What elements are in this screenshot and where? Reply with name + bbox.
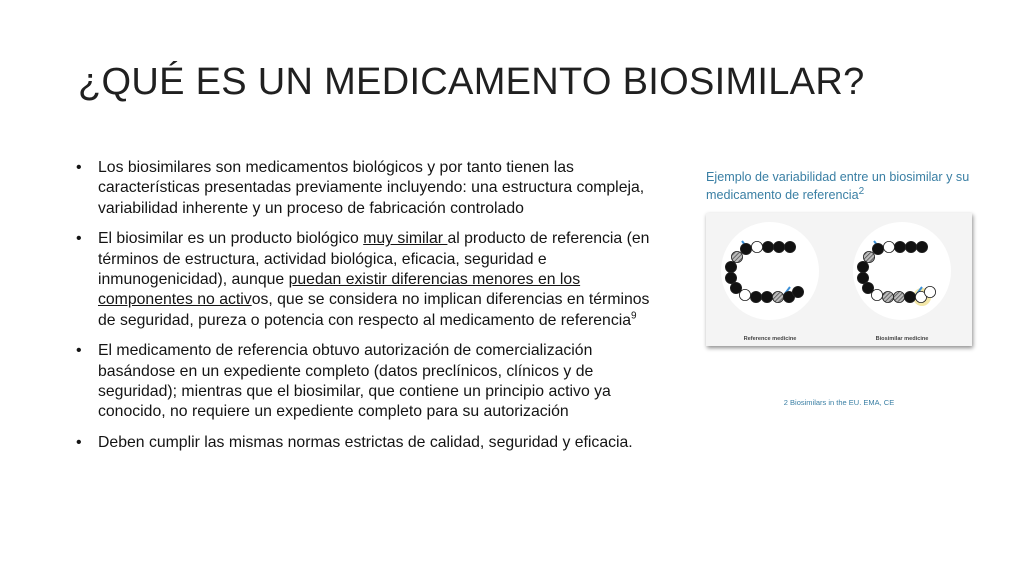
molecule-bead (857, 261, 868, 272)
molecule-bead (773, 241, 784, 252)
molecule-bead (871, 289, 882, 300)
molecule-bead (772, 291, 783, 302)
molecule-bead (904, 291, 915, 302)
molecule-bead (725, 272, 736, 283)
bullet-item (76, 433, 666, 453)
bullet-text: Los biosimilares son medicamentos biológicos y por tanto tienen las características presentadas previamente incluyendo: una estructura compleja, variabilidad inherente y un proceso de fabricación controlado (98, 159, 645, 217)
molecule-bead (883, 241, 894, 252)
molecule-comparison-figure (706, 213, 972, 346)
reference-note: 2 Biosimilars in the EU. EMA, CE (783, 398, 895, 407)
bullet-item (76, 229, 666, 331)
molecule-bead (872, 243, 883, 254)
footnote-ref: 9 (631, 310, 637, 322)
bullet-list (76, 158, 666, 463)
molecule-bead (863, 251, 874, 262)
molecule-bead (924, 286, 935, 297)
reference-molecule-backdrop (721, 222, 819, 320)
underlined-text: puedan existir diferencias menores en los componentes no activ (98, 271, 581, 309)
molecule-bead (731, 251, 742, 262)
figure-caption-text: Ejemplo de variabilidad entre un biosimilar y su medicamento de referencia (706, 170, 970, 202)
molecule-bead (792, 286, 803, 297)
molecule-bead (761, 291, 772, 302)
molecule-bead (893, 291, 904, 302)
molecule-diagram (706, 213, 972, 346)
molecule-bead (916, 241, 927, 252)
molecule-bead (784, 241, 795, 252)
figure-caption (706, 168, 976, 204)
molecule-bead (905, 241, 916, 252)
bullet-text: El biosimilar es un producto biológico (98, 230, 364, 248)
molecule-bead (894, 241, 905, 252)
slide-title: ¿QUÉ ES UN MEDICAMENTO BIOSIMILAR? (78, 61, 865, 103)
molecule-bead (725, 261, 736, 272)
footnote-ref: 2 (858, 185, 865, 197)
molecule-bead (750, 291, 761, 302)
molecule-bead (762, 241, 773, 252)
molecule-bead (740, 243, 751, 254)
biosimilar-medicine-label: Biosimilar medicine (875, 336, 929, 342)
bullet-text: al producto de referencia (en términos de estructura, actividad biológica, eficacia, seguridad e inmunogenicidad), aunque (98, 230, 650, 289)
molecule-bead (739, 289, 750, 300)
bullet-text: Deben cumplir las mismas normas estrictas de calidad, seguridad y eficacia. (98, 433, 633, 451)
bullet-text: os, que se considera no implican diferencias en términos de seguridad, pureza o potencia con respecto al medicamento de referencia (98, 291, 650, 329)
underlined-text: muy similar (363, 230, 448, 248)
molecule-bead (857, 272, 868, 283)
molecule-bead (882, 291, 893, 302)
bullet-item (76, 158, 666, 219)
bullet-item (76, 341, 666, 423)
reference-medicine-label: Reference medicine (743, 336, 797, 342)
molecule-bead (751, 241, 762, 252)
bullet-text: El medicamento de referencia obtuvo autorización de comercialización basándose en un expediente completo (datos preclínicos, clínicos y de seguridad); mientras que el biosimilar, que contiene un principio activo ya conocido, no requiere un expediente completo para su autorización (98, 342, 611, 421)
biosimilar-molecule-backdrop (853, 222, 951, 320)
